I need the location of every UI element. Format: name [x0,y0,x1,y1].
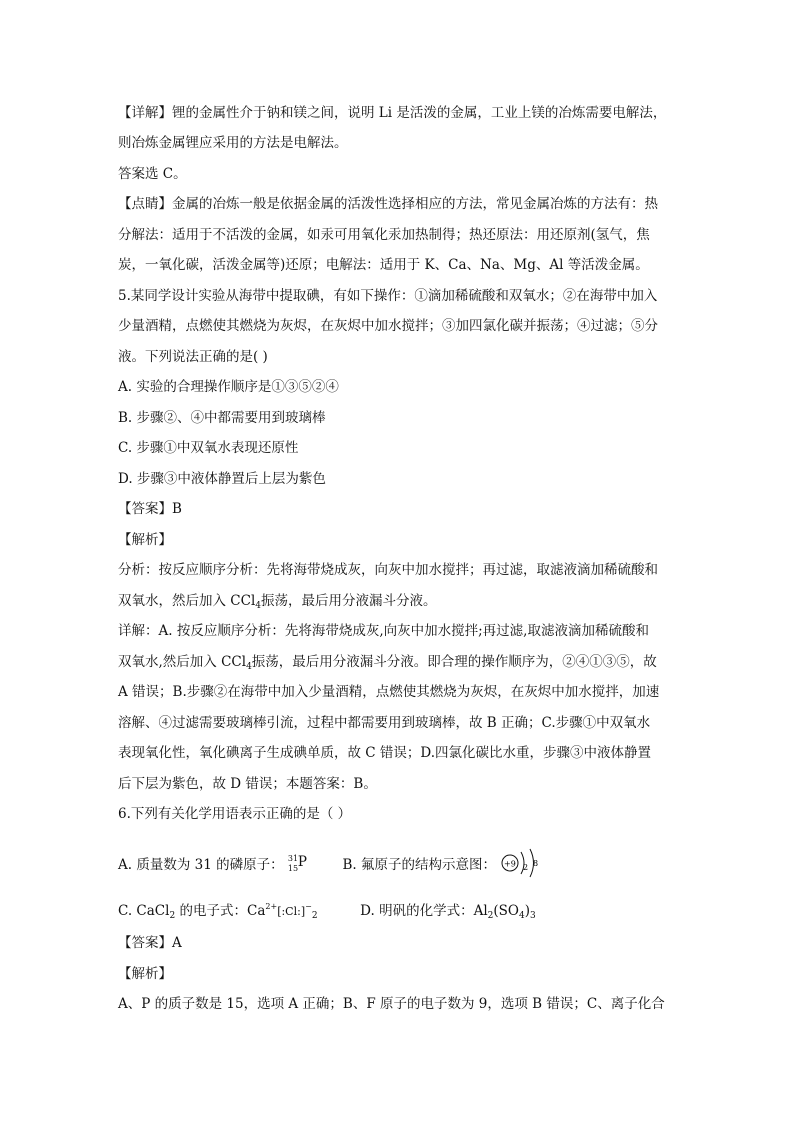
text-run: 双氧水,然后加入 CCl [118,654,247,670]
fluorine-atom-structure-diagram [500,848,546,878]
paragraph-line: 分析：按反应顺序分析：先将海带烧成灰，向灰中加水搅拌；再过滤，取滤液滴加稀硫酸和 [118,562,658,578]
paragraph-line: 炭，一氧化碳，活泼金属等)还原；电解法：适用于 K、Ca、Na、Mg、Al 等活泼金属。 [118,257,649,273]
atomic-number: 15 [287,864,299,873]
analysis-heading: 【解析】 [118,966,172,982]
calcium-charge: 2+ [265,902,278,911]
text-run: 振荡，最后用分液漏斗分液。即合理的操作顺序为，②④①③⑤，故 [251,654,657,670]
paragraph-line: 详解：A. 按反应顺序分析：先将海带烧成灰,向灰中加水搅拌;再过滤,取滤液滴加稀硫酸和 [118,623,649,639]
paragraph-line: 分解法：适用于不活泼的金属，如汞可用氧化汞加热制得；热还原法：用还原剂(氢气，焦 [118,227,650,243]
option-c: C. 步骤①中双氧水表现还原性 [118,440,299,456]
subscript: 2 [487,911,494,921]
paragraph-line: 表现氧化性，氧化碘离子生成碘单质，故 C 错误；D.四氯化碳比水重，步骤③中液体静置 [118,745,652,761]
subscript: 4 [255,601,262,611]
subscript: 2 [311,911,318,921]
formula-part: Al [473,903,488,919]
option-a-label: A. 质量数为 31 的磷原子： [118,857,284,873]
chloride-electron-dot: [:Cl:] [277,905,306,918]
paragraph-line: A、P 的质子数是 15，选项 A 正确；B、F 原子的电子数为 9，选项 B 错误；C、离子化合 [118,996,665,1012]
question-line: 5.某同学设计实验从海带中提取碘，有如下操作：①滴加稀硫酸和双氧水；②在海带中加入 [118,288,658,304]
answer-line: 【答案】A [118,935,182,951]
formula-part: ) [524,903,531,919]
answer-line: 【答案】B [118,501,182,517]
phosphorus-nuclide [288,853,308,873]
nuclear-charge: +9 [504,859,517,869]
subscript: 2 [169,911,176,921]
options-row-cd [118,898,678,925]
subscript: 4 [519,911,525,921]
subscript: 4 [246,662,252,672]
chloride-charge: − [305,902,312,911]
option-c-label: C. CaCl [118,903,170,919]
text-run: 振荡，最后用分液漏斗分液。 [261,593,437,609]
options-row-ab [118,848,678,878]
option-b-label: B. 氟原子的结构示意图： [342,857,496,873]
option-a: A. 实验的合理操作顺序是①③⑤②④ [118,379,339,395]
question-line: 少量酒精，点燃使其燃烧为灰烬，在灰烬中加水搅拌；③加四氯化碳并振荡；④过滤；⑤分 [118,318,658,334]
text-run: 双氧水，然后加入 CCl [118,593,256,609]
calcium-symbol: Ca [247,903,266,919]
mass-number: 31 [287,854,299,863]
option-b: B. 步骤②、④中都需要用到玻璃棒 [118,410,326,426]
formula-part: (SO [493,903,519,919]
question-line: 液。下列说法正确的是( ) [118,349,268,365]
paragraph-line: 后下层为紫色，故 D 错误；本题答案：B。 [118,776,377,792]
option-d: D. 步骤③中液体静置后上层为紫色 [118,471,326,487]
text-run: 的电子式： [175,903,247,919]
answer-line: 答案选 C。 [118,166,187,182]
element-symbol: P [297,854,307,870]
paragraph-line: 【点睛】金属的冶炼一般是依据金属的活泼性选择相应的方法，常见金属冶炼的方法有：热 [118,196,658,212]
paragraph-line: 则冶炼金属锂应采用的方法是电解法。 [118,135,348,151]
subscript: 3 [530,911,536,921]
analysis-heading: 【解析】 [118,532,172,548]
paragraph-line [118,592,678,615]
paragraph-line: 溶解、④过滤需要玻璃棒引流，过程中都需要用到玻璃棒，故 B 正确；C.步骤①中双氧水 [118,715,651,731]
paragraph-line: 【详解】锂的金属性介于钠和镁之间，说明 Li 是活泼的金属，工业上镁的冶炼需要电解法， [118,105,667,121]
shell-1-electrons: 2 [523,863,529,872]
question-line: 6.下列有关化学用语表示正确的是（ ） [118,806,352,822]
paragraph-line: A 错误；B.步骤②在海带中加入少量酒精，点燃使其燃烧为灰烬，在灰烬中加水搅拌，加速 [118,684,660,700]
option-d-label: D. 明矾的化学式： [360,903,474,919]
shell-2-electrons: 8 [533,859,539,868]
paragraph-line [118,653,678,676]
